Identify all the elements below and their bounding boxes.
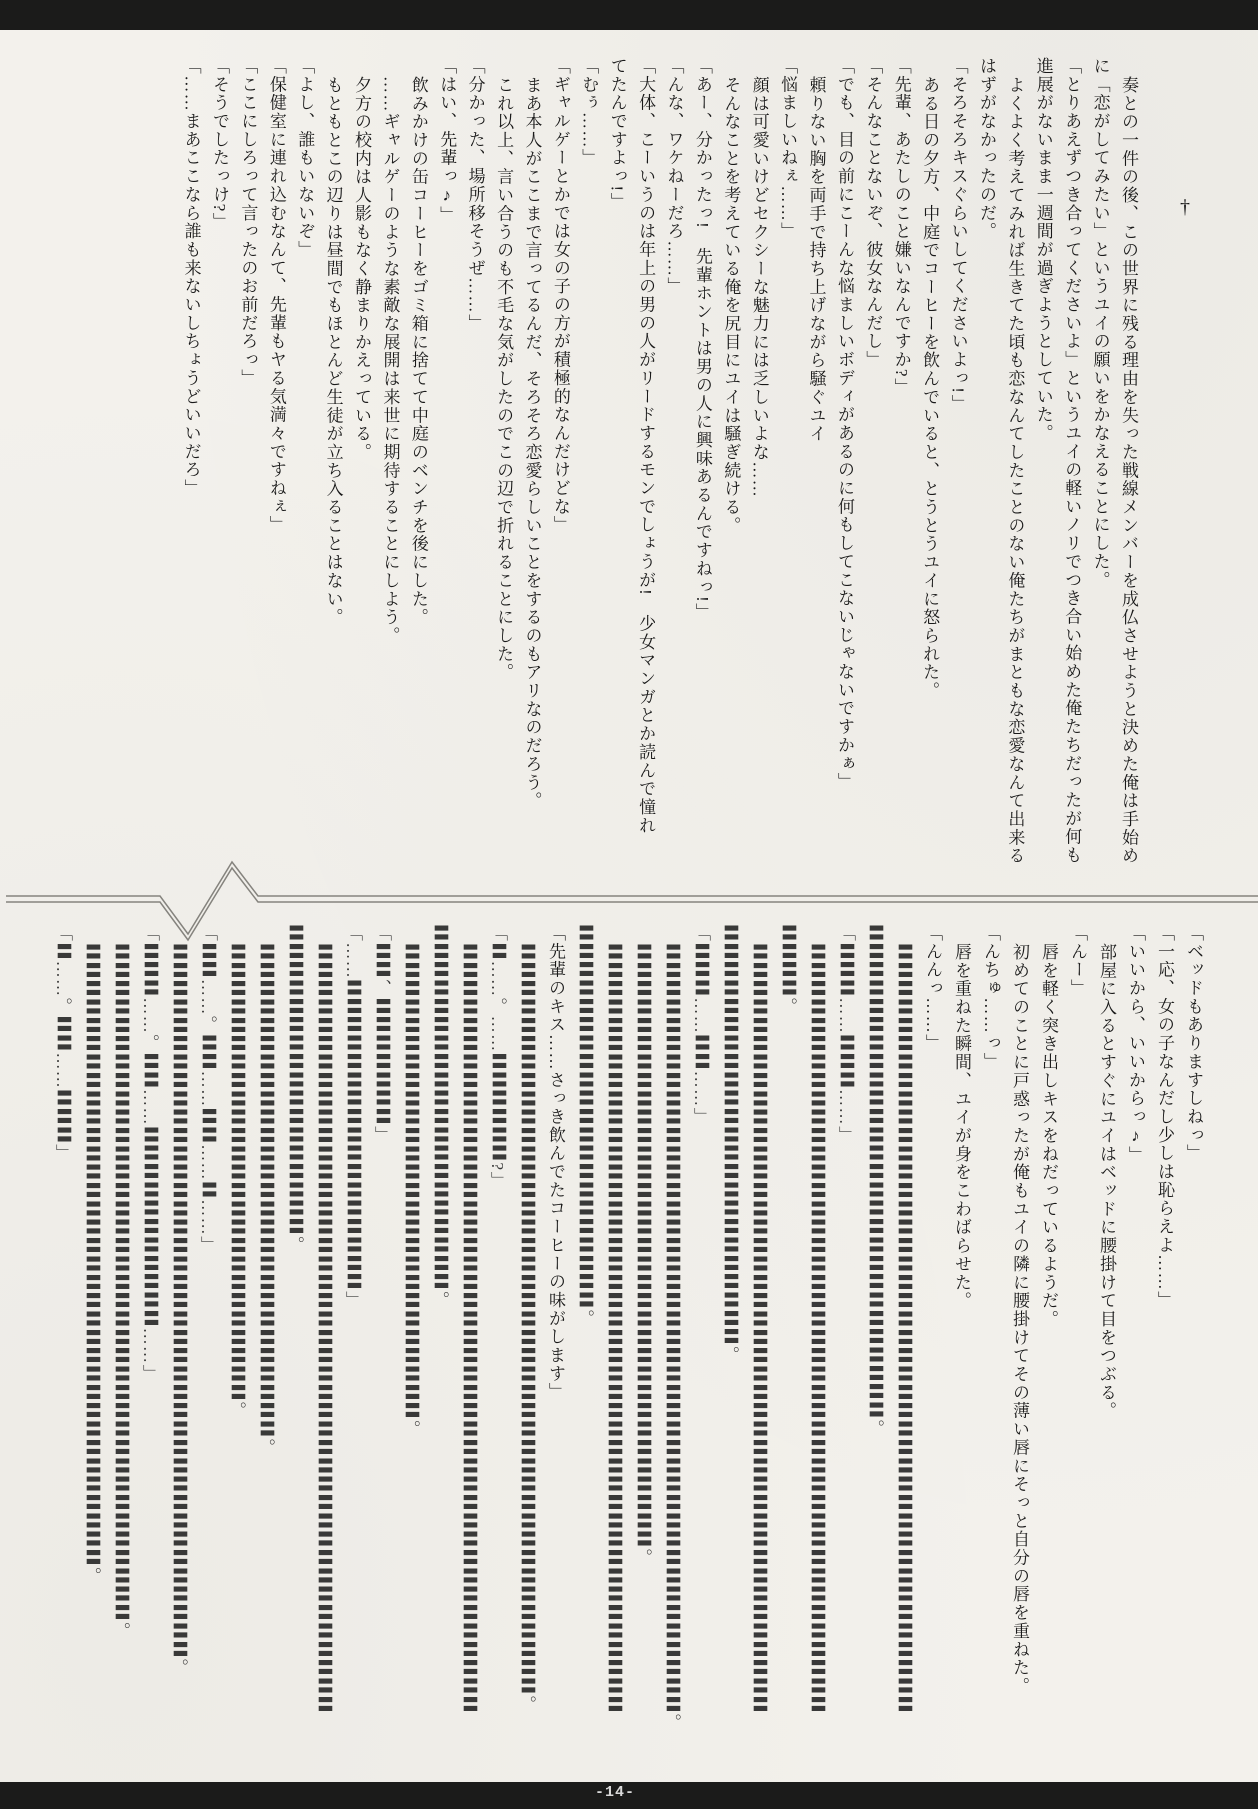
text-column: 顔は可愛いけどセクシーな魅力には乏しいよな…… [749, 75, 769, 498]
text-column: 「大体、こーいうのは年上の男の人がリードするモンでしょうが! 少女マンガとか読んで憧れ [636, 57, 656, 835]
text-column-redacted: 〓〓〓〓〓〓〓〓〓〓〓〓〓〓〓〓〓〓〓〓〓。 [575, 924, 594, 1328]
text-column: これ以上、言い合うのも不毛な気がしたのでこの辺で折れることにした。 [494, 75, 514, 682]
text-column-redacted: 〓〓〓〓〓〓〓〓〓〓〓〓〓〓〓〓〓〓〓〓〓〓〓〓〓〓〓〓〓〓〓〓〓〓〓〓〓〓〓。 [169, 942, 188, 1677]
text-column: 「分かった、場所移そうぜ……」 [465, 57, 485, 333]
text-column: 「とりあえずつき合ってくださいよ」というユイの軽いノリでつき合い始めた俺たちだったが何も [1062, 57, 1082, 865]
text-column: 「そうでしたっけ?」 [210, 57, 229, 232]
text-column-redacted: 「〓〓、〓〓〓〓〓〓〓」 [372, 924, 391, 1145]
text-column-redacted: 〓〓〓〓。 [778, 924, 797, 1016]
top-border-bar [0, 0, 1258, 30]
text-column-redacted: 〓〓〓〓〓〓〓〓〓〓〓〓〓〓〓〓〓〓〓〓〓〓〓〓〓〓。 [401, 942, 420, 1438]
text-column-redacted: 〓〓〓〓〓〓〓〓〓〓〓〓〓〓〓〓〓〓〓〓〓〓〓。 [720, 924, 739, 1365]
text-column-redacted: 〓〓〓〓〓〓〓〓〓〓〓〓〓〓〓〓〓〓〓〓〓〓〓〓〓〓〓〓〓〓〓〓〓〓〓〓〓〓〓〓〓〓 [807, 942, 826, 1714]
text-column-redacted: 「〓〓〓……〓〓〓……」 [836, 924, 855, 1145]
text-column: に「恋がしてみたい」というユイの願いをかなえることにした。 [1090, 57, 1110, 590]
text-column-redacted: 〓〓〓〓〓〓〓〓〓〓〓〓〓〓〓〓〓〓〓〓〓〓〓〓〓〓〓〓〓〓〓〓〓〓。 [82, 942, 101, 1585]
text-column: はずがなかったのだ。 [976, 57, 996, 241]
text-column: ある日の夕方、中庭でコーヒーを飲んでいると、とうとうユイに怒られた。 [920, 75, 940, 700]
text-column: 「ギャルゲーとかでは女の子の方が積極的なんだけどな」 [550, 57, 570, 535]
text-column: 部屋に入るとすぐにユイはベッドに腰掛けて目をつぶる。 [1097, 942, 1116, 1420]
text-column: 「ベッドもありますしねっ」 [1184, 924, 1203, 1163]
text-column-redacted: 〓〓〓〓〓〓〓〓〓〓〓〓〓〓〓〓〓〓〓〓〓〓〓〓〓〓〓〓〓〓〓〓〓〓〓〓〓〓〓〓〓〓 [894, 942, 913, 1714]
text-column-redacted: 〓〓〓〓〓〓〓〓〓〓〓〓〓〓〓〓〓〓〓〓〓〓〓〓〓〓〓〓〓〓〓〓〓〓〓〓〓〓〓〓〓〓 [314, 942, 333, 1714]
text-column-redacted: 〓〓〓〓〓〓〓〓〓〓〓〓〓〓〓〓〓。 [285, 924, 304, 1255]
text-column-redacted: 〓〓〓〓〓〓〓〓〓〓〓〓〓〓〓〓〓〓〓〓〓〓〓〓〓〓〓〓〓〓〓〓〓〓〓〓〓〓〓〓〓〓 [749, 942, 768, 1714]
text-column: もともとこの辺りは昼間でもほとんど生徒が立ち入ることはない。 [323, 75, 343, 626]
text-column-redacted: 「〓〓……。〓〓……〓〓……〓……」 [198, 924, 217, 1255]
text-column: 夕方の校内は人影もなく静まりかえっている。 [352, 75, 372, 461]
text-column-redacted: 「〓〓〓……〓〓……」 [691, 924, 710, 1126]
text-column-redacted: 〓〓〓〓〓〓〓〓〓〓〓〓〓〓〓〓〓〓〓〓〓〓〓〓〓〓〓〓〓〓〓〓〓〓〓〓〓〓〓〓〓。 [517, 942, 536, 1714]
text-column: 「あー、分かったっ! 先輩ホントは男の人に興味あるんですねっ!」 [692, 57, 712, 622]
text-column: 「いいから、いいからっ♪」 [1126, 924, 1145, 1165]
text-column: 「でも、目の前にこーんな悩ましいボディがあるのに何もしてこないじゃないですかぁ」 [834, 57, 854, 791]
dagger-ornament: † [1180, 196, 1190, 218]
text-column: 初めてのことに戸惑ったが俺もユイの隣に腰掛けてその薄い唇にそっと自分の唇を重ねた。 [1010, 942, 1029, 1695]
text-column: よくよく考えてみれば生きてた頃も恋なんてしたことのない俺たちがまともな恋愛なんて出来る [1005, 75, 1025, 865]
text-column-redacted: 〓〓〓〓〓〓〓〓〓〓〓〓〓〓〓〓〓〓〓〓〓〓〓〓〓〓〓〓〓〓〓〓〓〓〓〓〓〓〓〓〓〓。 [662, 942, 681, 1732]
text-column-redacted: 「〓……。〓〓……〓〓〓」 [53, 924, 72, 1163]
text-column-redacted: 〓〓〓〓〓〓〓〓〓〓〓〓〓〓〓〓〓〓〓〓。 [430, 924, 449, 1310]
page-number: -14- [594, 1784, 635, 1801]
text-column: 「そんなことないぞ、彼女なんだし」 [863, 57, 883, 369]
text-column-redacted: 〓〓〓〓〓〓〓〓〓〓〓〓〓〓〓〓〓〓〓〓〓〓〓〓〓〓〓。 [256, 942, 275, 1457]
text-column: 「はい、先輩っ♪」 [437, 57, 457, 225]
text-column: 「よし、誰もいないぞ」 [295, 57, 315, 259]
text-column: そんなことを考えている俺を尻目にユイは騒ぎ続ける。 [721, 75, 741, 535]
text-column: 「んー」 [1068, 924, 1087, 998]
text-column: ……ギャルゲーのような素敵な展開は来世に期待することにしよう。 [380, 75, 400, 645]
text-column: まあ本人がここまで言ってるんだ、そろそろ恋愛らしいことをするのもアリなのだろう。 [522, 75, 542, 810]
text-column: 「んちゅ……っ」 [981, 924, 1000, 1071]
text-column: 「悩ましいねぇ……」 [778, 57, 798, 241]
text-column: 「保健室に連れ込むなんて、先輩もヤる気満々ですねぇ」 [266, 57, 286, 535]
text-column: 「んんっ……」 [923, 924, 942, 1053]
text-column: 「むぅ……」 [579, 57, 599, 168]
text-column: 「先輩、あたしのこと嫌いなんですか?」 [891, 57, 911, 397]
text-column: 「一応、女の子なんだし少しは恥らえよ……」 [1155, 924, 1174, 1310]
text-column: 「んな、ワケねーだろ……」 [664, 57, 684, 296]
text-column-redacted: 「……〓〓〓〓〓〓〓〓〓〓〓〓〓〓〓〓〓」 [343, 924, 362, 1310]
text-column-redacted: 「〓……。……〓〓〓〓〓〓?」 [488, 924, 507, 1190]
text-column: 「そろそろキスぐらいしてくださいよっ!」 [948, 57, 968, 413]
text-column: 「ここにしろって言ったのお前だろっ」 [238, 57, 258, 388]
text-column: てたんですよっ!」 [607, 57, 627, 211]
upper-text-block [176, 57, 1142, 871]
text-column-redacted: 〓〓〓〓〓〓〓〓〓〓〓〓〓〓〓〓〓〓〓〓〓〓〓〓〓。 [227, 942, 246, 1420]
text-column: 唇を重ねた瞬間、ユイが身をこわばらせた。 [952, 942, 971, 1310]
text-column: 「先輩のキス……さっき飲んでたコーヒーの味がします」 [546, 924, 565, 1402]
text-column: 進展がないまま一週間が過ぎようとしていた。 [1033, 57, 1053, 443]
text-column-redacted: 「〓〓〓……。〓〓……〓〓〓〓〓〓〓〓〓〓〓……」 [140, 924, 159, 1383]
text-column: 飲みかけの缶コーヒーをゴミ箱に捨てて中庭のベンチを後にした。 [408, 75, 428, 626]
text-column: 奏との一件の後、この世界に残る理由を失った戦線メンバーを成仏させようと決めた俺は手始め [1119, 75, 1138, 865]
text-column: 唇を軽く突き出しキスをねだっているようだ。 [1039, 942, 1058, 1328]
text-column-redacted: 〓〓〓〓〓〓〓〓〓〓〓〓〓〓〓〓〓〓〓〓〓〓〓〓〓〓〓。 [865, 924, 884, 1438]
text-column-redacted: 〓〓〓〓〓〓〓〓〓〓〓〓〓〓〓〓〓〓〓〓〓〓〓〓〓〓〓〓〓〓〓〓〓〓〓〓〓。 [111, 942, 130, 1640]
text-column: 頼りない胸を両手で持ち上げながら騒ぐユイ [806, 75, 826, 443]
text-column-redacted: 〓〓〓〓〓〓〓〓〓〓〓〓〓〓〓〓〓〓〓〓〓〓〓〓〓〓〓〓〓〓〓〓〓〓〓〓〓〓〓〓〓〓 [604, 942, 623, 1714]
lower-text-block [48, 924, 1208, 1746]
text-column-redacted: 〓〓〓〓〓〓〓〓〓〓〓〓〓〓〓〓〓〓〓〓〓〓〓〓〓〓〓〓〓〓〓〓〓〓〓〓〓〓〓〓〓〓 [459, 942, 478, 1714]
text-column: 「……まあここなら誰も来ないしちょうどいいだろ」 [181, 57, 201, 498]
text-column-redacted: 〓〓〓〓〓〓〓〓〓〓〓〓〓〓〓〓〓〓〓〓〓〓〓〓〓〓〓〓〓〓〓〓〓。 [633, 942, 652, 1567]
